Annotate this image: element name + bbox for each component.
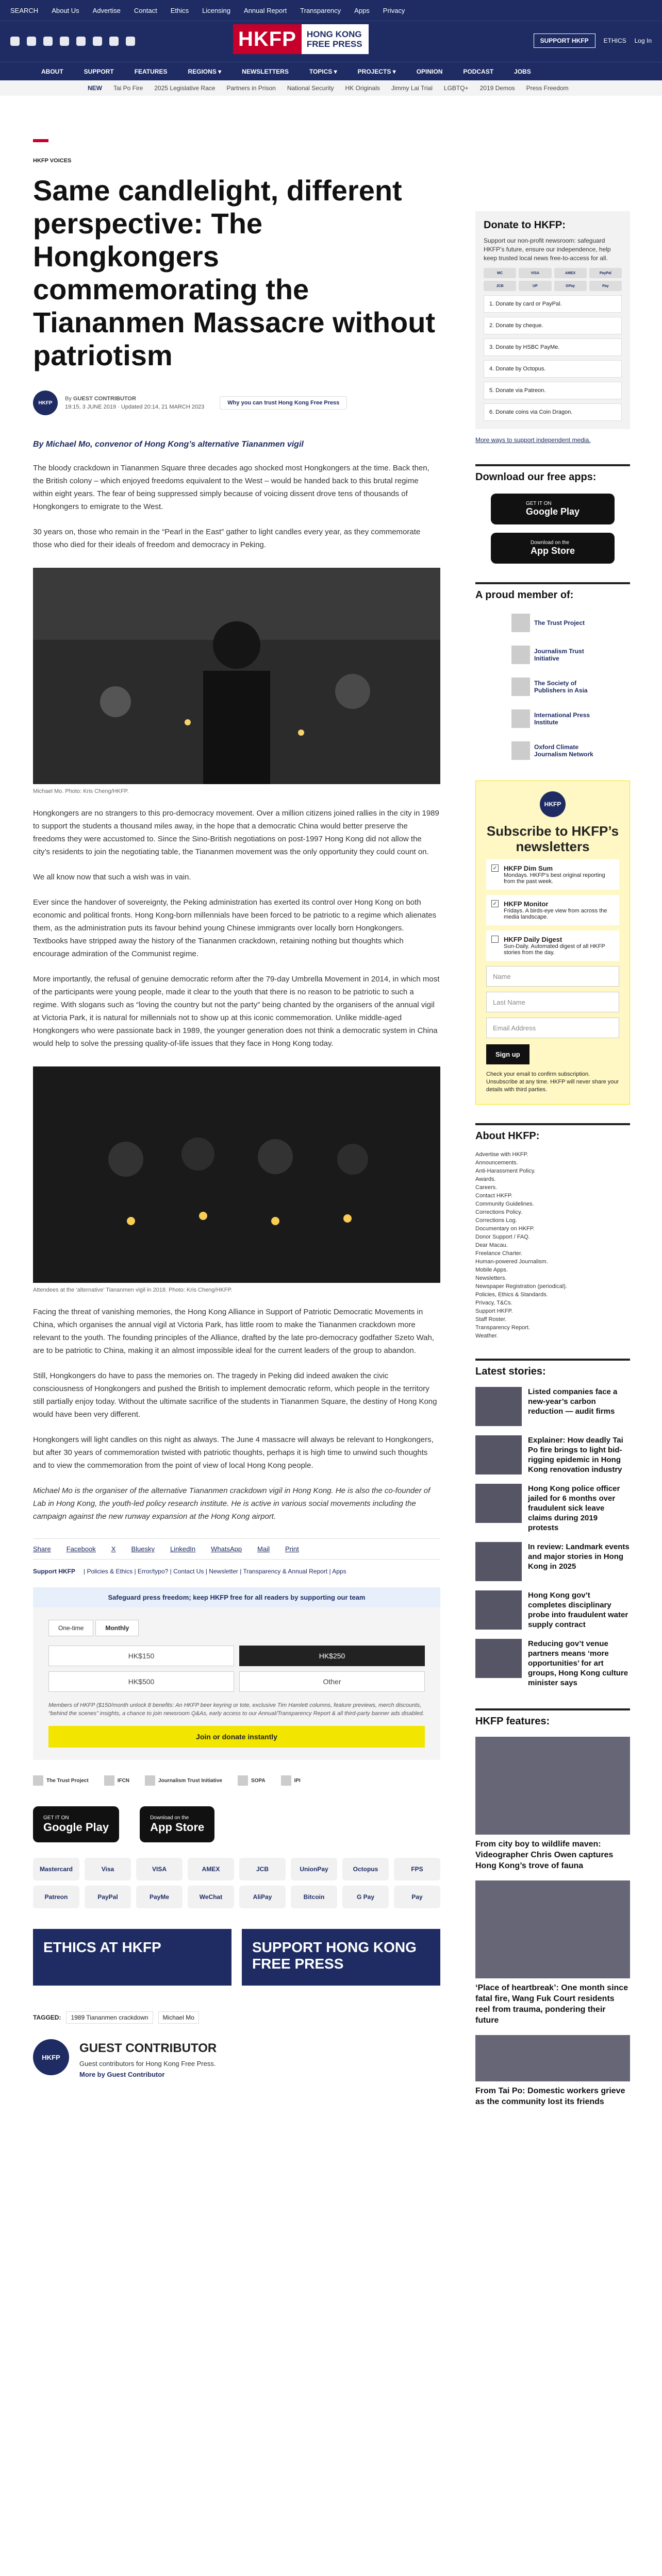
tag-link[interactable]: 2019 Demos (479, 84, 515, 92)
share-whatsapp[interactable]: WhatsApp (211, 1545, 242, 1553)
donate-box (33, 1607, 440, 1760)
payment-icon: Patreon (33, 1886, 79, 1908)
article (33, 96, 440, 2078)
donate-option[interactable]: 2. Donate by cheque. (484, 317, 622, 334)
ethics-promo[interactable]: ETHICS AT HKFP (33, 1929, 231, 1986)
last-name-input[interactable]: Last Name (486, 992, 619, 1012)
paragraph: 30 years on, those who remain in the “Pearl in the East” gather to light candles every year, as they commemorate those who died for their ideals of freedom and democracy in Peking. (33, 528, 421, 549)
feature-story[interactable]: From Tai Po: Domestic workers grieve as the community lost its friends (475, 2035, 630, 2107)
top-link[interactable]: Apps (354, 6, 370, 14)
facebook-icon[interactable] (10, 37, 20, 46)
payment-icon: AMEX (188, 1858, 234, 1880)
donate-option[interactable]: 6. Donate coins via Coin Dragon. (484, 403, 622, 421)
badge[interactable]: The Trust Project (33, 1775, 89, 1786)
about-link[interactable]: Anti-Harassment Policy. (475, 1168, 536, 1174)
story-thumbnail (475, 1484, 522, 1523)
photo-scene (33, 1066, 440, 1283)
feature-story[interactable]: ‘Place of heartbreak’: One month since fatal fire, Wang Fuk Court residents reel from trauma, pondering their future (475, 1880, 630, 2026)
latest-story[interactable]: Hong Kong police officer jailed for 6 months over fraudulent sick leave claims during 2019 protests (475, 1484, 630, 1533)
payment-icon: Mastercard (33, 1858, 79, 1880)
rss-icon[interactable] (126, 37, 135, 46)
newsletter-title: Subscribe to HKFP’s newsletters (486, 823, 619, 854)
x-icon[interactable] (27, 37, 36, 46)
more-ways-link[interactable]: More ways to support independent media. (475, 436, 591, 444)
google-play-button[interactable]: GET IT ON Google Play (491, 494, 615, 524)
badge[interactable]: Journalism Trust Initiative (145, 1775, 222, 1786)
amount-option[interactable]: HK$500 (48, 1671, 234, 1692)
top-link[interactable]: Advertise (92, 6, 121, 14)
monthly-toggle[interactable]: Monthly (95, 1620, 139, 1636)
about-link[interactable]: Privacy, T&Cs. (475, 1300, 512, 1306)
about-link[interactable]: Documentary on HKFP. (475, 1226, 535, 1232)
photo-vigil (33, 1066, 440, 1283)
partner-logo[interactable]: Oxford Climate Journalism Network (511, 741, 594, 760)
latest-title: Latest stories: (475, 1359, 630, 1378)
tag-link[interactable]: Tai Po Fire (113, 84, 143, 92)
photo-caption: Michael Mo. Photo: Kris Cheng/HKFP. (33, 788, 129, 794)
card-icons: MC VISA AMEX PayPal JCB UP GPay Pay (484, 268, 622, 291)
nav-item[interactable]: TOPICS ▾ (309, 67, 337, 75)
about-link[interactable]: Support HKFP. (475, 1308, 513, 1314)
publish-date: 19:15, 3 JUNE 2019 (65, 404, 117, 410)
oxford-icon (511, 741, 530, 760)
tag-link[interactable]: National Security (287, 84, 334, 92)
top-link[interactable]: Contact (134, 6, 157, 14)
one-time-toggle[interactable]: One-time (48, 1620, 93, 1636)
paragraph: Ever since the handover of sovereignty, the Peking administration has exerted its control over Hong Kong on both economic and political fronts. Hong Kong-born millennials have been forced to be patriotic to a regime which alienates them, as the administration puts its favour behind young Chinese immigrants over locally born Hongkongers. Textbooks have stripped away the history of the Tiananmen crackdown, retaining nothing but thoughts which encourage admiration of the Communist regime. (33, 898, 437, 958)
logo-mark: HKFP (233, 24, 302, 54)
newsletter-widget (475, 781, 630, 1105)
author-bio: Michael Mo is the organiser of the alternative Tiananmen crackdown vigil in Hong Kong. He is also the co-founder of Lab in Hong Kong, the youth-led policy research institute. He is active in various social movements including the campaign against the new runway expansion at the Hong Kong airport. (33, 1486, 431, 1521)
partner-logo[interactable]: International Press Institute (511, 709, 594, 728)
top-link[interactable]: Licensing (202, 6, 231, 14)
ifcn-icon (104, 1775, 114, 1786)
ethics-link[interactable]: ETHICS (603, 37, 626, 44)
bluesky-icon[interactable] (109, 37, 119, 46)
nav-item[interactable]: PODCAST (463, 67, 494, 75)
payment-icon: Visa (85, 1858, 131, 1880)
payment-icon: Octopus (342, 1858, 389, 1880)
tag-chip[interactable]: 1989 Tiananmen crackdown (66, 2011, 153, 2024)
donate-option[interactable]: 5. Donate via Patreon. (484, 382, 622, 399)
about-link[interactable]: Human-powered Journalism. (475, 1259, 548, 1265)
login-link[interactable]: Log In (634, 37, 652, 44)
payment-icon: WeChat (188, 1886, 234, 1908)
policy-links[interactable]: | Policies & Ethics | Error/typo? | Contact Us | Newsletter | Transparency & Annual Report | Apps (84, 1568, 346, 1575)
payment-icon: AliPay (239, 1886, 286, 1908)
latest-story[interactable]: In review: Landmark events and major stories in Hong Kong in 2025 (475, 1542, 630, 1581)
badge[interactable]: SOPA (238, 1775, 266, 1786)
donate-option[interactable]: 4. Donate by Octopus. (484, 360, 622, 378)
nav-item[interactable]: FEATURES (134, 67, 168, 75)
nav-item[interactable]: SUPPORT (84, 67, 114, 75)
about-link[interactable]: Staff Roster. (475, 1316, 507, 1323)
amount-option-selected[interactable]: HK$250 (239, 1646, 425, 1666)
latest-story[interactable]: Explainer: How deadly Tai Po fire brings to light bid-rigging epidemic in Hong Kong renovation industry (475, 1435, 630, 1475)
tag-link[interactable]: 2025 Legislative Race (154, 84, 216, 92)
amount-option[interactable]: Other (239, 1671, 425, 1692)
share-print[interactable]: Print (285, 1545, 299, 1553)
support-link[interactable]: Support HKFP (33, 1568, 75, 1575)
nav-item[interactable]: ABOUT (41, 67, 63, 75)
latest-story[interactable]: Reducing gov’t venue partners means ‘more opportunities’ for art groups, Hong Kong culture minister says (475, 1639, 630, 1688)
telegram-icon[interactable] (76, 37, 86, 46)
apps-title: Download our free apps: (475, 464, 630, 483)
author-box-avatar[interactable]: HKFP (33, 2039, 69, 2075)
donate-option[interactable]: 3. Donate by HSBC PayMe. (484, 338, 622, 356)
nav-item[interactable]: NEWSLETTERS (242, 67, 289, 75)
payment-icon: PayMe (136, 1886, 183, 1908)
partner-logo[interactable]: The Trust Project (511, 614, 594, 632)
tag-link[interactable]: Partners in Prison (226, 84, 276, 92)
paragraph: Still, Hongkongers do have to pass the memories on. The tragedy in Peking did indeed awaken the civic consciousness of Hongkongers and pushed the British to implement democratic reform, which people in the territory still partially enjoy today. Without the ultimate sacrifice of the students in Tiananmen Square, the destiny of Hong Kong would have been very different. (33, 1371, 437, 1419)
photo-scene (33, 568, 440, 784)
google-play-button[interactable]: GET IT ON Google Play (33, 1806, 119, 1842)
about-link[interactable]: Corrections Policy. (475, 1209, 522, 1215)
newsletter-option[interactable]: ✓ HKFP Dim Sum Mondays. HKFP’s best original reporting from the past week. (486, 859, 619, 890)
donate-option[interactable]: 1. Donate by card or PayPal. (484, 295, 622, 313)
photo-michael-mo (33, 568, 440, 784)
payment-icon: G Pay (342, 1886, 389, 1908)
trust-project-icon (33, 1775, 43, 1786)
newsletter-logo: HKFP (540, 791, 566, 817)
mail-icon[interactable] (93, 37, 102, 46)
paragraph: Hongkongers will light candles on this night as always. The June 4 massacre will always be relevant to Hongkongers, but after 30 years of commemoration twisted with patriotic thoughts, perhaps it is high time to unwind such thoughts and to view the commemoration from the point of view of local Hong Kong people. (33, 1435, 434, 1470)
youtube-icon[interactable] (60, 37, 69, 46)
latest-story[interactable]: Hong Kong gov’t completes disciplinary probe into fraudulent water supply contract (475, 1590, 630, 1630)
about-title: About HKFP: (475, 1123, 630, 1142)
about-link[interactable]: Dear Macau. (475, 1242, 508, 1248)
top-link[interactable]: Ethics (170, 6, 189, 14)
trending-tags (0, 80, 662, 96)
signup-note: Check your email to confirm subscription. Unsubscribe at any time. HKFP will never share your details with third parties. (486, 1071, 619, 1093)
payment-icon: PayPal (85, 1886, 131, 1908)
membership-note: Members of HKFP ($150/month unlock 8 benefits: An HKFP beer keyring or tote, exclusive Tim Hamlett columns, feature previews, merch discounts, “behind the scenes” insights, a chance to join newsroom Q&As, early access to our Annual/Transparency Report & all third-party banner ads disabled. (48, 1702, 424, 1717)
share-bar (33, 1538, 440, 1560)
about-link[interactable]: Careers. (475, 1184, 498, 1191)
about-link[interactable]: Advertise with HKFP. (475, 1151, 528, 1158)
share-mail[interactable]: Mail (257, 1545, 270, 1553)
nav-item[interactable]: REGIONS ▾ (188, 67, 222, 75)
author-link[interactable]: GUEST CONTRIBUTOR (73, 396, 136, 402)
search-link[interactable]: SEARCH (10, 6, 39, 14)
paragraph: More importantly, the refusal of genuine democratic reform after the 79-day Umbrella Movement in 2014, in which most of the participants were young people, made it clear to the youth that there is no reason to be patriotic to such a regime. With slogans such as “loving the country but not the party” being chanted by the organisers of the annual vigil at Victoria Park, it is natural for millennials not to show up at this iconic commemoration. Unlike middle-aged Hongkongers who were passionate back in 1989, the younger generation does not think a democratic system in China would help to solve the pressing quality-of-life issues that they face in Hong Kong today. (33, 975, 440, 1048)
jti-icon (145, 1775, 155, 1786)
share-linkedin[interactable]: LinkedIn (170, 1545, 196, 1553)
share-x[interactable]: X (111, 1545, 116, 1553)
payment-icon: JCB (239, 1858, 286, 1880)
partner-logo[interactable]: Journalism Trust Initiative (511, 646, 594, 664)
story-thumbnail (475, 1387, 522, 1426)
payment-methods (33, 1858, 440, 1908)
donate-text[interactable]: Support our non-profit newsroom: safeguard HKFP’s future, ensure our independence, help keep trusted local news free-to-access for all. (484, 237, 611, 262)
payment-icon: Bitcoin (291, 1886, 337, 1908)
donate-widget (475, 211, 630, 429)
feature-image (475, 1880, 630, 1978)
author-avatar[interactable]: HKFP (33, 391, 58, 415)
trust-project-icon (511, 614, 530, 632)
share-facebook[interactable]: Facebook (66, 1545, 96, 1553)
top-link[interactable]: Privacy (383, 6, 405, 14)
article-title: Same candlelight, different perspective: The Hongkongers commemorating the Tiananmen Massacre without patriotism (33, 174, 436, 371)
tag-link[interactable]: HK Originals (345, 84, 380, 92)
badge[interactable]: IFCN (104, 1775, 129, 1786)
about-link[interactable]: Policies, Ethics & Standards. (475, 1292, 548, 1298)
checkbox-checked-icon: ✓ (491, 900, 499, 907)
about-link[interactable]: Community Guidelines. (475, 1201, 534, 1207)
about-link[interactable]: Awards. (475, 1176, 496, 1182)
sidebar (475, 96, 630, 2107)
paragraph: Hongkongers are no strangers to this pro-democracy movement. Over a million citizens joined rallies in the city in 1989 to support the students a thousand miles away, in the hope that a democratic China would better preserve the freedoms they were accustomed to. Since the Sino-British negotiations on post-1997 Hong Kong did not allow the city’s residents to join the negotiating table, the Tiananmen movement was the only opportunity they could count on. (33, 809, 439, 856)
share-label: Share (33, 1545, 51, 1553)
paragraph: Facing the threat of vanishing memories, the Hong Kong Alliance in Support of Patriotic Democratic Movements in China, which organises the annual vigil at Victoria Park, has little room to make the Tiananmen crackdown more relevant to the youth. The founding principles of the Alliance, drafted by the late pro-democracy godfather Szeto Wah, are to be patriotic to China, making it an almost impossible ideal for the current leaders of the group to abandon. (33, 1308, 434, 1355)
about-link[interactable]: Contact HKFP. (475, 1193, 512, 1199)
instagram-icon[interactable] (43, 37, 53, 46)
tag-link[interactable]: Jimmy Lai Trial (391, 84, 433, 92)
author-box (33, 2039, 440, 2078)
badge[interactable]: IPI (281, 1775, 301, 1786)
checkbox-icon (491, 936, 499, 943)
features-title: HKFP features: (475, 1708, 630, 1727)
app-store-button[interactable]: Download on the App Store (140, 1806, 214, 1842)
standfirst: By Michael Mo, convenor of Hong Kong’s alternative Tiananmen vigil (33, 440, 304, 449)
top-link[interactable]: Transparency (300, 6, 341, 14)
nav-item[interactable]: PROJECTS ▾ (357, 67, 396, 75)
tag-link[interactable]: LGBTQ+ (443, 84, 469, 92)
author-box-name[interactable]: GUEST CONTRIBUTOR (79, 2041, 217, 2055)
ipi-icon (511, 709, 530, 728)
tagged: TAGGED: 1989 Tiananmen crackdown Michael Mo (33, 2011, 440, 2024)
email-input[interactable]: Email Address (486, 1018, 619, 1038)
checkbox-checked-icon: ✓ (491, 865, 499, 872)
photo-caption: Attendees at the ‘alternative’ Tiananmen vigil in 2018. Photo: Kris Cheng/HKFP. (33, 1287, 233, 1293)
share-bluesky[interactable]: Bluesky (131, 1545, 155, 1553)
nav-item[interactable]: JOBS (514, 67, 531, 75)
footer-links (33, 1568, 440, 1575)
about-link[interactable]: Newsletters. (475, 1275, 507, 1281)
tag-chip[interactable]: Michael Mo (158, 2011, 199, 2024)
donate-button[interactable]: Join or donate instantly (48, 1726, 425, 1748)
main-nav (0, 62, 662, 80)
signup-button[interactable]: Sign up (486, 1044, 529, 1064)
hkfp-logo[interactable] (233, 24, 369, 54)
member-title: A proud member of: (475, 582, 630, 601)
kicker[interactable]: HKFP VOICES (33, 158, 72, 164)
payment-icon: Pay (394, 1886, 440, 1908)
payment-icon: FPS (394, 1858, 440, 1880)
about-link[interactable]: Weather. (475, 1333, 498, 1339)
payment-icon: VISA (136, 1858, 183, 1880)
partner-logo[interactable]: The Society of Publishers in Asia (511, 677, 594, 696)
amount-option[interactable]: HK$150 (48, 1646, 234, 1666)
story-thumbnail (475, 1590, 522, 1630)
newsletter-option[interactable]: ✓ HKFP Monitor Fridays. A birds-eye view from across the media landscape. (486, 895, 619, 925)
story-thumbnail (475, 1435, 522, 1475)
social-icons (10, 37, 135, 46)
more-by-author[interactable]: More by Guest Contributor (79, 2071, 165, 2078)
about-link[interactable]: Corrections Log. (475, 1217, 517, 1224)
sopa-icon (238, 1775, 248, 1786)
feature-story[interactable]: From city boy to wildlife maven: Videographer Chris Owen captures Hong Kong’s trove of fauna (475, 1737, 630, 1871)
author-box-desc: Guest contributors for Hong Kong Free Press. (79, 2060, 216, 2067)
support-hkfp-button[interactable]: SUPPORT HKFP (534, 33, 595, 48)
about-link[interactable]: Newspaper Registration (periodical). (475, 1283, 567, 1290)
paragraph: The bloody crackdown in Tiananmen Square three decades ago shocked most Hongkongers at the time. Back then, the British colony – which enjoyed freedoms equivalent to the West – would be handed back to this brutal regime within eight years. The fear of being suppressed simply because of voicing dissent drove tens of thousands of Hongkongers to emigrate to the West. (33, 464, 429, 511)
latest-story[interactable]: Listed companies face a new-year’s carbon reduction — audit firms (475, 1387, 630, 1426)
story-thumbnail (475, 1639, 522, 1678)
jti-icon (511, 646, 530, 664)
donate-title: Donate to HKFP: (484, 219, 566, 231)
about-link[interactable]: Freelance Charter. (475, 1250, 523, 1257)
support-promo[interactable]: SUPPORT HONG KONG FREE PRESS (242, 1929, 440, 1986)
about-list (475, 1150, 630, 1340)
app-store-button[interactable]: Download on the App Store (491, 533, 615, 564)
ipi-icon (281, 1775, 291, 1786)
newsletter-option[interactable]: HKFP Daily Digest Sun-Daily. Automated digest of all HKFP stories from the day. (486, 930, 619, 961)
payment-icon: UnionPay (291, 1858, 337, 1880)
feature-image (475, 2035, 630, 2081)
accent-bar (33, 139, 48, 142)
top-link[interactable]: About Us (52, 6, 79, 14)
top-link[interactable]: Annual Report (244, 6, 287, 14)
top-utility-bar (0, 0, 662, 21)
logo-wordmark: HONG KONG FREE PRESS (306, 29, 362, 49)
about-link[interactable]: Announcements. (475, 1160, 518, 1166)
feature-image (475, 1737, 630, 1835)
updated-date: Updated 20:14, 21 MARCH 2023 (121, 404, 205, 410)
name-input[interactable]: Name (486, 966, 619, 987)
about-link[interactable]: Donor Support / FAQ. (475, 1234, 530, 1240)
paragraph: We all know now that such a wish was in vain. (33, 873, 191, 882)
sopa-icon (511, 677, 530, 696)
donate-banner[interactable]: Safeguard press freedom; keep HKFP free for all readers by supporting our team (33, 1587, 440, 1607)
about-link[interactable]: Transparency Report. (475, 1325, 530, 1331)
nav-item[interactable]: OPINION (416, 67, 443, 75)
header (0, 21, 662, 62)
tags-label: NEW (88, 84, 102, 92)
trust-badges (33, 1775, 440, 1786)
trust-pill[interactable]: Why you can trust Hong Kong Free Press (220, 396, 347, 410)
byline: HKFP By GUEST CONTRIBUTOR 19:15, 3 JUNE 2019 · Updated 20:14, 21 MARCH 2023 Why you can trust Hong Kong Free Press (33, 391, 440, 415)
story-thumbnail (475, 1542, 522, 1581)
about-link[interactable]: Mobile Apps. (475, 1267, 508, 1273)
tag-link[interactable]: Press Freedom (526, 84, 569, 92)
